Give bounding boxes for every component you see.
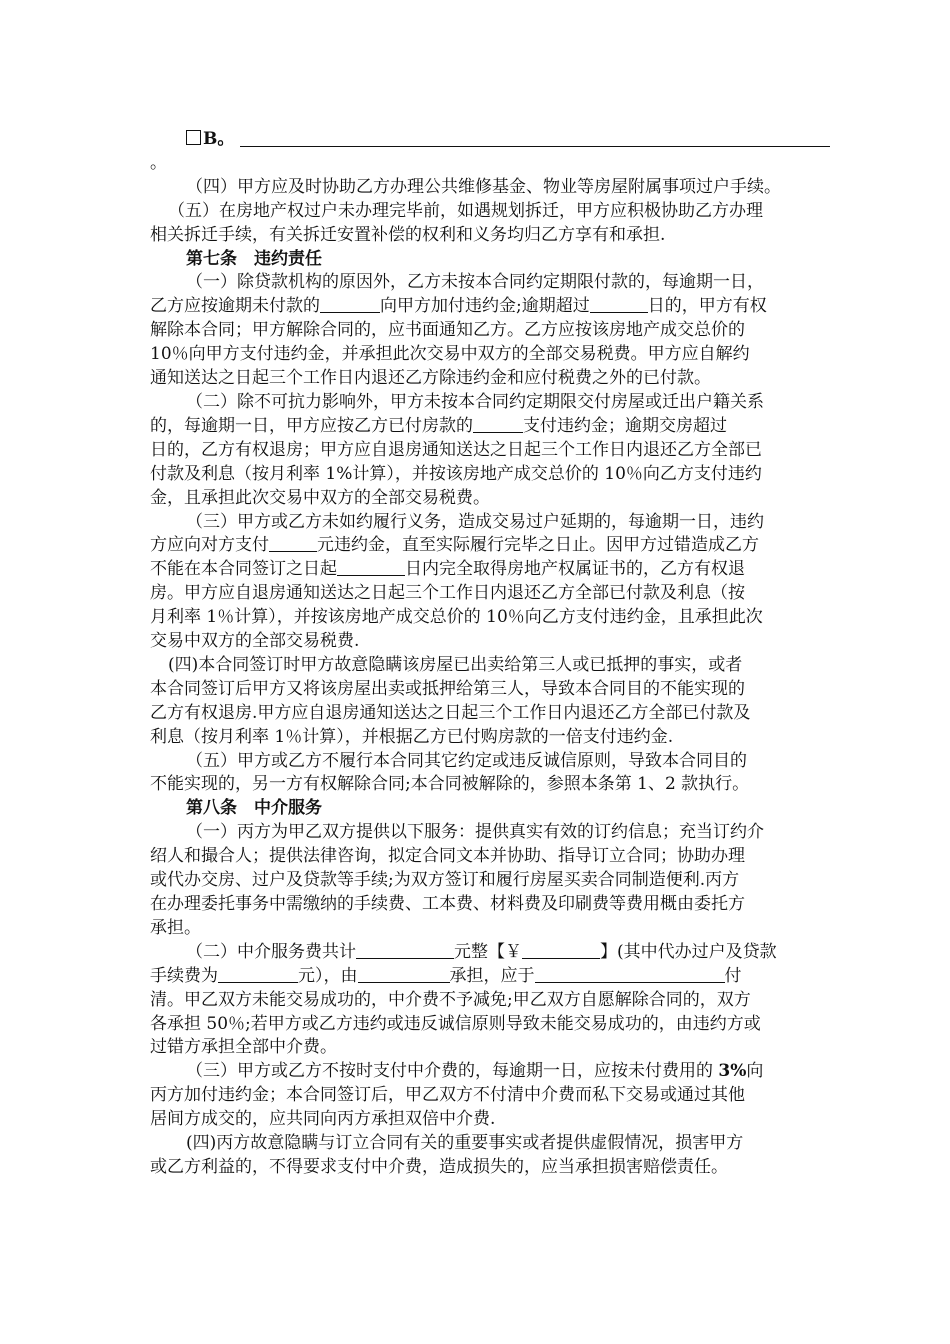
overdue-days-blank[interactable] <box>590 295 648 313</box>
art6-para5-line1: （五）在房地产权过户未办理完毕前，如遇规划拆迁，甲方应积极协助乙方办理 <box>168 200 763 221</box>
art8-p1-l1: （一）丙方为甲乙双方提供以下服务：提供真实有效的订约信息；充当订约介 <box>186 822 764 843</box>
art7-p2-l1: （二）除不可抗力影响外，甲方未按本合同约定期限交付房屋或迁出户籍关系 <box>186 391 764 412</box>
art8-title: 第八条 中介服务 <box>186 798 322 819</box>
art8-p2-l2: 手续费为 元），由 承担，应于 付 <box>150 965 742 986</box>
art8-p2-l5: 过错方承担全部中介费。 <box>150 1037 337 1058</box>
art8-p1-l4: 在办理委托事务中需缴纳的手续费、工本费、材料费及印刷费等费用概由委托方 <box>150 894 745 914</box>
art7-p4-l1: (四)本合同签订时甲方故意隐瞒该房屋已出卖给第三人或已抵押的事实，或者 <box>168 654 743 675</box>
art8-p4-l2: 或乙方利益的，不得要求支付中介费，造成损失的，应当承担损害赔偿责任。 <box>150 1156 728 1177</box>
art7-p5-l1: （五）甲方或乙方不履行本合同其它约定或违反诚信原则，导致本合同目的 <box>186 750 747 771</box>
art7-p2-l3: 日的，乙方有权退房；甲方应自退房通知送达之日起三个工作日内退还乙方全部已 <box>150 439 762 460</box>
art7-p3-l5: 月利率 1％计算），并按该房地产成交总价的 10％向乙方支付违约金，且承担此次 <box>150 607 763 628</box>
art7-p4-l3: 乙方有权退房.甲方应自退房通知送达之日起三个工作日内退还乙方全部已付款及 <box>150 702 751 723</box>
art7-p4-l4: 利息（按月利率 1％计算），并根据乙方已付购房款的一倍支付违约金. <box>150 726 674 747</box>
art7-p2-l4: 付款及利息（按月利率 1%计算），并按该房地产成交总价的 10％向乙方支付违约 <box>150 463 762 484</box>
daily-penalty-blank[interactable] <box>269 534 317 552</box>
art7-p3-l2: 方应向对方支付 元违约金，直至实际履行完毕之日止。因甲方过错造成乙方 <box>150 535 759 556</box>
end-mark: 。 <box>150 152 167 173</box>
art7-p1-l5: 通知送达之日起三个工作日内退还乙方除违约金和应付税费之外的已付款。 <box>150 368 711 389</box>
option-b-line: B。 <box>150 128 840 152</box>
payer-blank[interactable] <box>358 965 450 983</box>
handling-fee-blank[interactable] <box>218 965 298 983</box>
art7-p3-l1: （三）甲方或乙方未如约履行义务，造成交易过户延期的，每逾期一日，违约 <box>186 511 764 532</box>
fee-amount-blank[interactable] <box>356 941 454 959</box>
fee-figure-blank[interactable] <box>522 941 600 959</box>
art8-p1-l3: 或代办交房、过户及贷款等手续;为双方签订和履行房屋买卖合同制造便利.丙方 <box>150 870 740 891</box>
penalty-rate-blank[interactable] <box>320 295 380 313</box>
art7-p2-l2: 的，每逾期一日，甲方应按乙方已付房款的 支付违约金；逾期交房超过 <box>150 415 727 436</box>
art7-p1-l2: 乙方应按逾期未付款的 向甲方加付违约金;逾期超过 日的，甲方有权 <box>150 296 767 317</box>
art7-p4-l2: 本合同签订后甲方又将该房屋出卖或抵押给第三人，导致本合同目的不能实现的 <box>150 678 745 699</box>
art7-p3-l6: 交易中双方的全部交易税费. <box>150 631 360 652</box>
option-b-blank[interactable] <box>240 131 830 147</box>
art8-p2-l3: 清。甲乙双方未能交易成功的，中介费不予减免;甲乙双方自愿解除合同的，双方 <box>150 989 751 1010</box>
certificate-days-blank[interactable] <box>337 558 405 576</box>
art7-p1-l1: （一）除贷款机构的原因外，乙方未按本合同约定期限付款的，每逾期一日， <box>186 272 764 293</box>
art8-p2-l1: （二）中介服务费共计 元整【￥ 】(其中代办过户及贷款 <box>186 941 777 962</box>
art7-p5-l2: 不能实现的，另一方有权解除合同;本合同被解除的，参照本条第 1、2 款执行。 <box>150 774 750 795</box>
art7-title: 第七条 违约责任 <box>186 248 322 269</box>
art8-p3-l3: 居间方成交的，应共同向丙方承担双倍中介费. <box>150 1109 496 1130</box>
art8-p2-l4: 各承担 50％;若甲方或乙方违约或违反诚信原则导致未能交易成功的，由违约方或 <box>150 1013 761 1034</box>
art7-p2-l5: 金，且承担此次交易中双方的全部交易税费。 <box>150 487 490 508</box>
contract-page <box>150 128 840 1180</box>
checkbox-icon[interactable] <box>186 130 201 145</box>
payment-date-blank[interactable] <box>535 965 725 983</box>
art8-p3-l2: 丙方加付违约金；本合同签订后，甲乙双方不付清中介费而私下交易或通过其他 <box>150 1085 745 1106</box>
art8-p1-l5: 承担。 <box>150 917 201 938</box>
art7-p3-l4: 房。甲方应自退房通知送达之日起三个工作日内退还乙方全部已付款及利息（按 <box>150 583 745 604</box>
art8-p3-l1: （三）甲方或乙方不按时支付中介费的，每逾期一日，应按未付费用的 3%向 <box>186 1061 764 1082</box>
art6-para5-line2: 相关拆迁手续，有关拆迁安置补偿的权利和义务均归乙方享有和承担. <box>150 224 666 245</box>
delivery-penalty-blank[interactable] <box>473 415 523 433</box>
art7-p3-l3: 不能在本合同签订之日起 日内完全取得房地产权属证书的，乙方有权退 <box>150 559 745 580</box>
art7-p1-l3: 解除本合同；甲方解除合同的，应书面通知乙方。乙方应按该房地产成交总价的 <box>150 320 745 341</box>
art6-para4: （四）甲方应及时协助乙方办理公共维修基金、物业等房屋附属事项过户手续。 <box>186 176 781 197</box>
art7-p1-l4: 10％向甲方支付违约金，并承担此次交易中双方的全部交易税费。甲方应自解约 <box>150 344 750 365</box>
art8-p4-l1: (四)丙方故意隐瞒与订立合同有关的重要事实或者提供虚假情况，损害甲方 <box>186 1133 744 1154</box>
art8-p1-l2: 绍人和撮合人；提供法律咨询，拟定合同文本并协助、指导订立合同；协助办理 <box>150 846 745 867</box>
